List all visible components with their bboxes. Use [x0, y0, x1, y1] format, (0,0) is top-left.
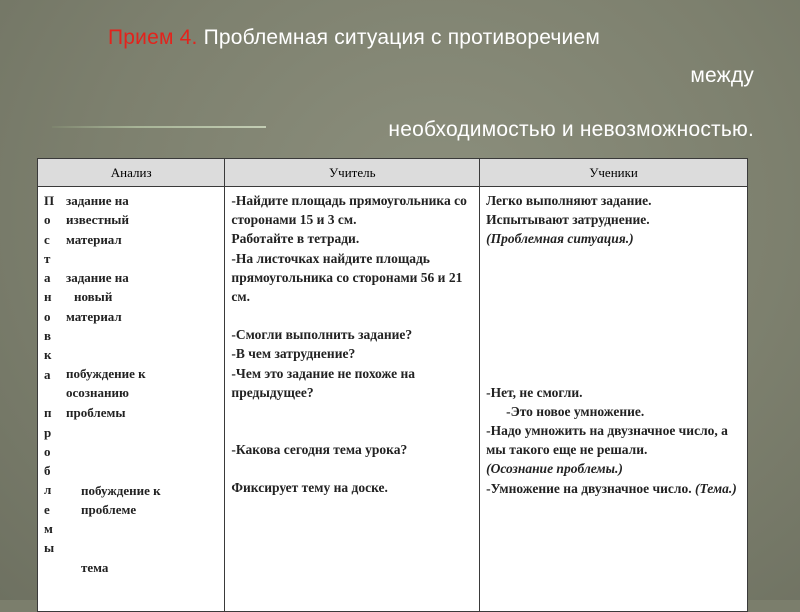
lesson-table — [37, 158, 748, 612]
teacher-line: -На листочках найдите площадь прямоугольника со сторонами 56 и 21 см. — [231, 250, 463, 305]
teacher-cell — [225, 187, 480, 612]
vertical-letter: ы — [44, 540, 55, 556]
teacher-line: -Найдите площадь прямоугольника со сторонами 15 и 3 см. — [231, 193, 467, 228]
student-line: Испытывают затруднение. — [486, 212, 650, 228]
vertical-letter: а — [44, 270, 51, 286]
vertical-letter: о — [44, 443, 51, 459]
analysis-note-new-task: задание на новый материал — [66, 270, 129, 324]
table-header-row — [38, 159, 748, 187]
student-line: -Это новое умножение. — [506, 403, 645, 419]
vertical-letter: р — [44, 424, 52, 440]
vertical-letter: с — [44, 231, 50, 247]
teacher-line: -Какова сегодня тема урока? — [231, 442, 408, 458]
vertical-letter: п — [44, 405, 52, 421]
student-line: -Надо умножить на двузначное число, а мы такого еще не решали. — [486, 423, 728, 458]
vertical-letter: л — [44, 482, 52, 498]
analysis-note-awareness: побуждение к осознанию проблемы — [66, 366, 146, 420]
student-line: -Умножение на двузначное число. (Тема.) — [486, 480, 737, 496]
vertical-letter: е — [44, 501, 50, 517]
vertical-letter: о — [44, 308, 51, 324]
students-cell — [480, 187, 748, 612]
teacher-line: -В чем затруднение? — [231, 346, 356, 362]
header-students: Ученики — [480, 159, 748, 187]
vertical-letter: н — [44, 289, 52, 305]
header-teacher: Учитель — [225, 159, 480, 187]
title-line1-text: Проблемная ситуация с противоречием — [197, 26, 600, 49]
vertical-letter: т — [44, 250, 51, 266]
student-note: (Проблемная ситуация.) — [486, 231, 634, 247]
header-analysis: Анализ — [38, 159, 225, 187]
vertical-letter: б — [44, 463, 51, 479]
vertical-letter: а — [44, 366, 51, 382]
title-prefix: Прием 4. — [108, 26, 198, 49]
student-line: -Нет, не смогли. — [486, 384, 583, 400]
analysis-note-problem: побуждение к проблеме — [81, 483, 161, 518]
title-line-3: необходимостью и невозможностью. — [388, 118, 754, 141]
teacher-line: -Чем это задание не похоже на предыдущее? — [231, 365, 415, 400]
vertical-letter: о — [44, 212, 51, 228]
analysis-note-topic: тема — [81, 560, 109, 575]
vertical-letter — [44, 384, 54, 403]
analysis-cell — [38, 187, 225, 612]
vertical-letter: в — [44, 328, 52, 344]
title-line-1 — [108, 18, 600, 58]
teacher-line: -Смогли выполнить задание? — [231, 327, 413, 343]
title-divider — [52, 126, 266, 128]
teacher-line: Работайте в тетради. — [231, 231, 360, 247]
title-line-2: между — [690, 64, 754, 87]
vertical-letter: к — [44, 347, 52, 363]
analysis-note-known-task: задание на известный материал — [66, 193, 129, 247]
teacher-line: Фиксирует тему на доске. — [231, 480, 388, 496]
vertical-word — [44, 191, 54, 558]
table-row — [38, 187, 748, 612]
vertical-letter: м — [44, 521, 53, 537]
student-note: (Осознание проблемы.) — [486, 461, 623, 477]
student-line: Легко выполняют задание. — [486, 193, 652, 208]
vertical-letter: П — [44, 193, 55, 208]
